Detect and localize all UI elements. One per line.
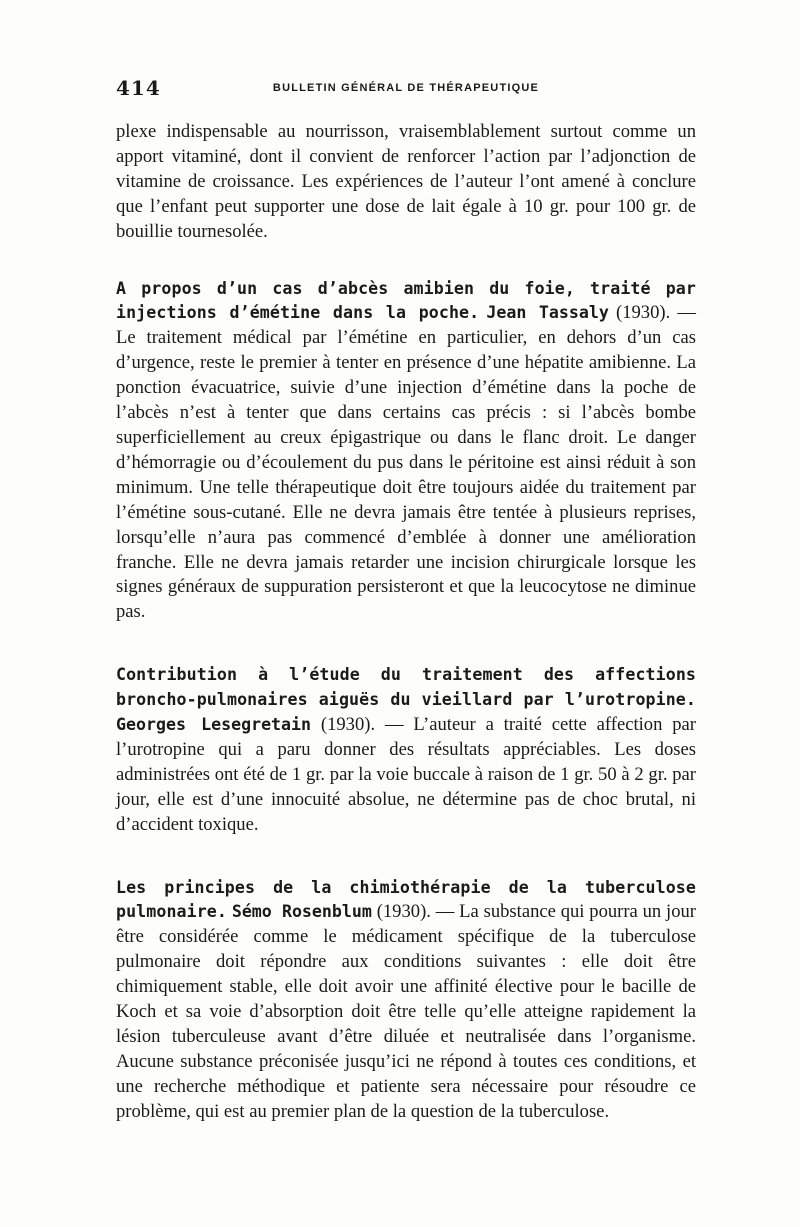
article-body: (1930). — L’auteur a traité cette affection par l’urotropine qui a paru donner des résultats appréciables. Les doses administrées ont été de 1 gr. par la voie buccale à raison de 1 gr. 50 à 2 gr. par jour, elle est d’une innocuité absolue, ne détermine pas de choc brutal, ni d’accident toxique. (116, 714, 696, 835)
article-entry (116, 663, 696, 837)
article-title: Les principes de la chimiothérapie de la tuberculose pulmonaire. (116, 877, 696, 922)
page-number: 414 (116, 76, 161, 100)
article-body: (1930). — Le traitement médical par l’émétine en particulier, en dehors d’un cas d’urgence, reste le premier à tenter en présence d’une hépatite amibienne. La ponction évacuatrice, suivie d’une injection d’émétine dans la poche de l’abcès n’est à tenter que dans certains cas précis : si l’abcès bombe superficiellement au creux épigastrique ou dans le flanc droit. Le danger d’hémorragie ou d’écoulement du pus dans le péritoine est ainsi réduit à son minimum. Une telle thérapeutique doit être toujours aidée du traitement par l’émétine sous-cutané. Elle ne devra jamais être tentée à plusieurs reprises, lorsqu’elle n’aura pas commencé d’emblée à donner une amélioration franche. Elle ne devra jamais retarder une incision chirurgicale lorsque les signes généraux de suppuration persisteront et que la leucocytose ne diminue pas. (116, 302, 696, 623)
article-author: Sémo Rosenblum (231, 902, 372, 922)
page-body (116, 120, 696, 1125)
page-header (116, 76, 696, 100)
article-body: (1930). — La substance qui pourra un jour être considérée comme le médicament spécifique de la tuberculose pulmonaire doit répondre aux conditions suivantes : elle doit être chimiquement stable, elle doit avoir une affinité élective pour le bacille de Koch et sa voie d’absorption doit être telle qu’elle atteigne rapidement la lésion tuberculeuse avant d’être diluée et neutralisée dans l’organisme. Aucune substance préconisée jusqu’ici ne répond à toutes ces conditions, et une recherche méthodique et patiente sera nécessaire pour résoudre ce problème, qui est au premier plan de la question de la tuberculose. (116, 901, 696, 1122)
article-title: A propos d’un cas d’abcès amibien du foie, traité par injections d’émétine dans la poche. (116, 278, 696, 323)
article-author: Georges Lesegretain (116, 715, 312, 735)
article-author: Jean Tassaly (486, 303, 609, 323)
article-entry (116, 876, 696, 1125)
article-title: Contribution à l’étude du traitement des affections broncho-pulmonaires aiguës du vieillard par l’urotropine. (116, 665, 696, 710)
article-entry (116, 277, 696, 626)
intro-paragraph (116, 120, 696, 245)
intro-text: plexe indispensable au nourrisson, vraisemblablement surtout comme un apport vitaminé, dont il convient de renforcer l’action par l’adjonction de vitamine de croissance. Les expériences de l’auteur l’ont amené à conclure que l’enfant peut supporter une dose de lait égale à 10 gr. pour 100 gr. de bouillie tournesolée. (116, 121, 696, 242)
running-title: BULLETIN GÉNÉRAL DE THÉRAPEUTIQUE (272, 82, 540, 94)
